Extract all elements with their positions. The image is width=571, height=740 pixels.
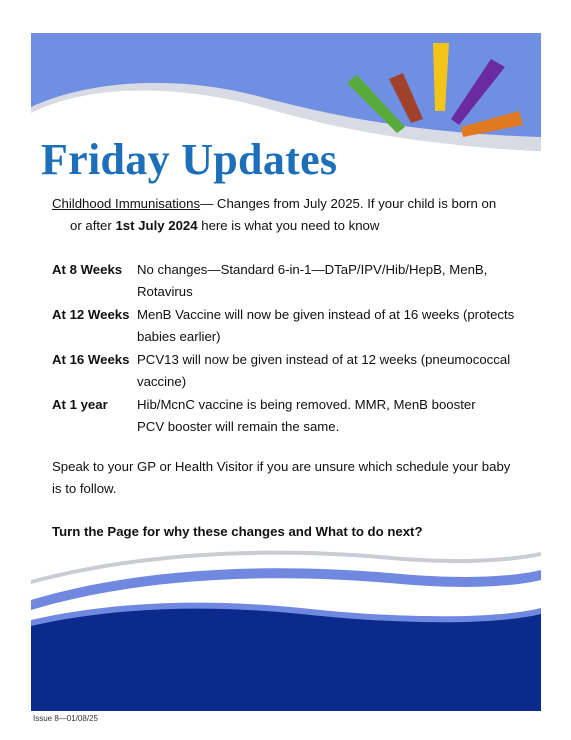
advice-line: Speak to your GP or Health Visitor if you are unsure which schedule your baby [52,459,511,474]
schedule-row-16-weeks [52,349,532,393]
schedule-description [137,349,532,393]
next-step-callout: Turn the Page for why these changes and What to do next? [52,524,423,539]
footer-navy-wave [31,609,541,711]
advice-paragraph [52,456,542,500]
intro-line2-before: or after [70,218,116,233]
schedule-description-line: vaccine) [137,374,187,389]
schedule-description [137,259,532,303]
intro-date: 1st July 2024 [115,218,198,233]
issue-footer: Issue 8—01/08/25 [33,714,98,723]
advice-line: is to follow. [52,481,117,496]
intro-line2 [52,215,532,237]
schedule-age: At 1 year [52,397,108,412]
schedule-description [137,394,532,438]
schedule-description-line: MenB Vaccine will now be given instead of at 16 weeks (protects [137,307,515,322]
page-title: Friday Updates [41,135,338,184]
intro-line1-rest: — Changes from July 2025. If your child is born on [200,196,497,211]
schedule-description-line: PCV booster will remain the same. [137,419,340,434]
schedule-age: At 8 Weeks [52,262,123,277]
schedule-age: At 12 Weeks [52,307,130,322]
schedule-row-12-weeks [52,304,532,348]
intro-paragraph [52,193,532,237]
schedule-description-line: No changes—Standard 6-in-1—DTaP/IPV/Hib/HepB, MenB, [137,262,488,277]
schedule-description-line: PCV13 will now be given instead of at 12 weeks (pneumococcal [137,352,511,367]
schedule-description-line: Rotavirus [137,284,193,299]
schedule-age: At 16 Weeks [52,352,130,367]
footer-wave-graphic [31,548,541,711]
schedule-row-1-year [52,394,532,438]
intro-subject: Childhood Immunisations [52,196,201,211]
intro-line2-after: here is what you need to know [197,218,380,233]
immunisation-schedule [52,259,532,439]
schedule-row-8-weeks [52,259,532,303]
schedule-description [137,304,532,348]
schedule-description-line: Hib/McnC vaccine is being removed. MMR, MenB booster [137,397,476,412]
schedule-description-line: babies earlier) [137,329,221,344]
